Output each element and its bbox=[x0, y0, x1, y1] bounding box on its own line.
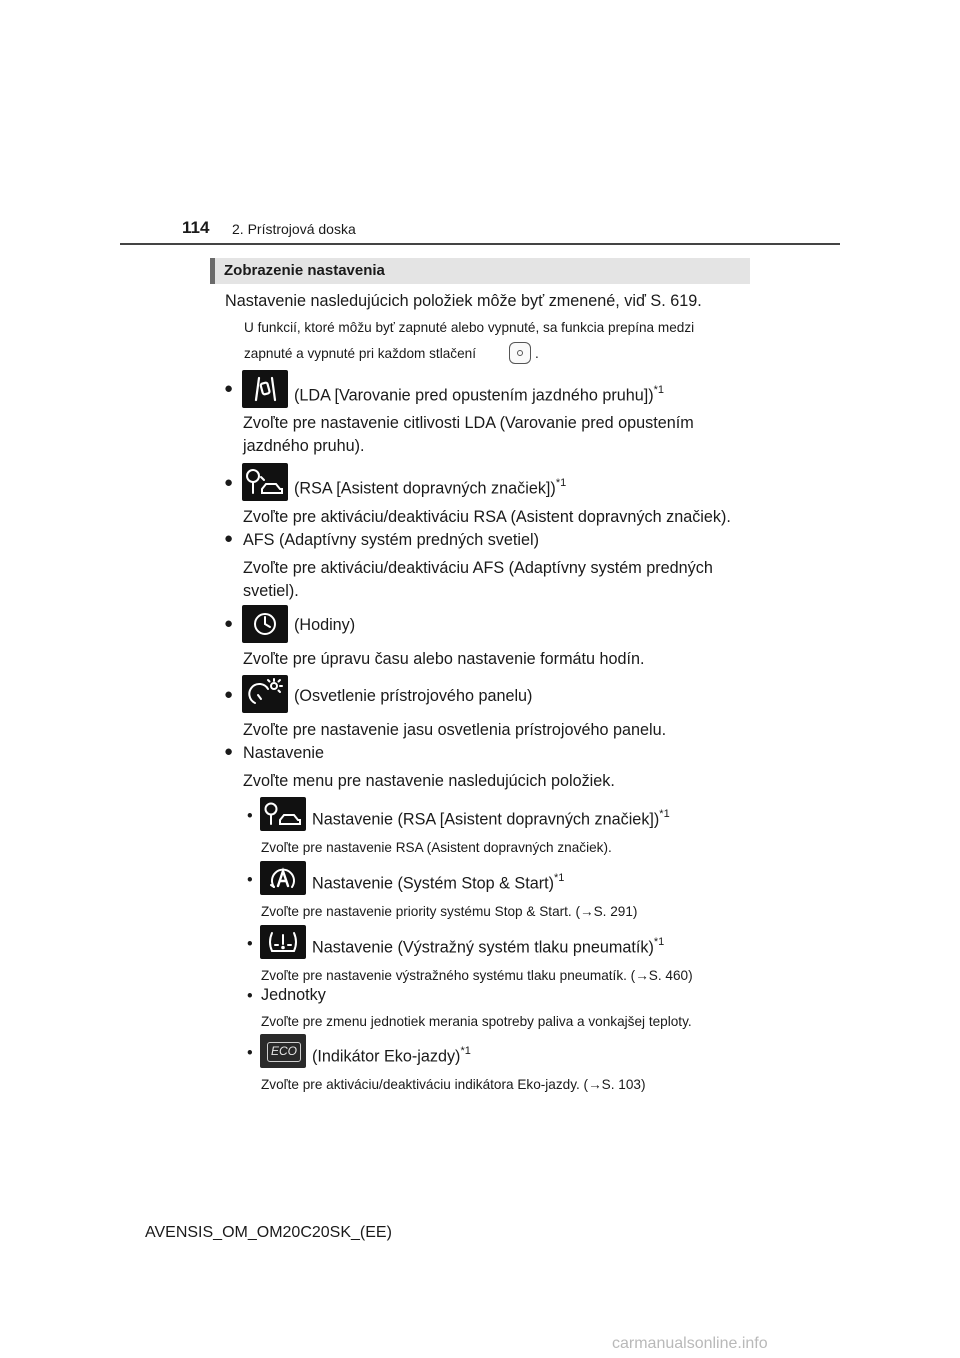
item-label-clock: (Hodiny) bbox=[294, 616, 356, 634]
item-desc-lda-line1: Zvoľte pre nastavenie citlivosti LDA (Varovanie pred opustením bbox=[243, 414, 694, 432]
bullet-marker: ● bbox=[224, 530, 234, 547]
panel-light-icon bbox=[242, 675, 288, 713]
bullet-marker: ● bbox=[224, 474, 234, 491]
item-label-afs: AFS (Adaptívny systém predných svetiel) bbox=[243, 531, 539, 549]
section-banner-accent bbox=[210, 258, 215, 284]
dial-button-icon bbox=[509, 342, 531, 364]
bullet-marker: ● bbox=[224, 686, 234, 703]
lane-departure-icon bbox=[242, 370, 288, 408]
sub-desc-eco: Zvoľte pre aktiváciu/deaktiváciu indikátora Eko-jazdy. (→S. 103) bbox=[261, 1077, 646, 1092]
item-desc-clock: Zvoľte pre úpravu času alebo nastavenie formátu hodín. bbox=[243, 650, 645, 668]
item-desc-lda-line2: jazdného pruhu). bbox=[243, 437, 365, 455]
sub-bullet: • bbox=[247, 935, 253, 953]
chapter-title: 2. Prístrojová doska bbox=[232, 221, 356, 237]
sub-bullet: • bbox=[247, 987, 253, 1005]
clock-icon bbox=[242, 605, 288, 643]
item-label-rsa: (RSA [Asistent dopravných značiek])$^{*1}$ bbox=[294, 477, 567, 498]
bullet-marker: ● bbox=[224, 743, 234, 760]
sub-label-units: Jednotky bbox=[261, 986, 326, 1004]
intro-note-end: . bbox=[535, 346, 539, 361]
intro-note-line1: U funkcií, ktoré môžu byť zapnuté alebo vypnuté, sa funkcia prepína medzi bbox=[244, 320, 695, 335]
item-desc-rsa: Zvoľte pre aktiváciu/deaktiváciu RSA (Asistent dopravných značiek). bbox=[243, 508, 731, 526]
road-sign-assist-icon bbox=[242, 463, 288, 501]
tire-pressure-icon bbox=[260, 925, 306, 959]
page-number: 114 bbox=[182, 218, 210, 237]
eco-icon bbox=[260, 1034, 306, 1068]
item-desc-panel-light: Zvoľte pre nastavenie jasu osvetlenia prístrojového panelu. bbox=[243, 721, 667, 739]
sub-bullet: • bbox=[247, 871, 253, 889]
sub-label-tire-pressure: Nastavenie (Výstražný systém tlaku pneumatík)$^{*1}$ bbox=[312, 936, 665, 957]
item-label-panel-light: (Osvetlenie prístrojového panelu) bbox=[294, 687, 533, 705]
section-title: Zobrazenie nastavenia bbox=[224, 262, 385, 279]
road-sign-assist-icon bbox=[260, 797, 306, 831]
sub-bullet: • bbox=[247, 807, 253, 825]
sub-desc-rsa: Zvoľte pre nastavenie RSA (Asistent dopravných značiek). bbox=[261, 840, 612, 855]
stop-start-icon bbox=[260, 861, 306, 895]
watermark: carmanualsonline.info bbox=[612, 1335, 768, 1352]
sub-bullet: • bbox=[247, 1044, 253, 1062]
intro-text: Nastavenie nasledujúcich položiek môže byť zmenené, viď S. 619. bbox=[225, 292, 702, 310]
intro-note-line2: zapnuté a vypnuté pri každom stlačení bbox=[244, 346, 476, 361]
eco-icon-text: ECO bbox=[270, 1044, 297, 1058]
sub-desc-units: Zvoľte pre zmenu jednotiek merania spotreby paliva a vonkajšej teploty. bbox=[261, 1014, 692, 1029]
header-rule bbox=[120, 243, 840, 245]
sub-desc-tire-pressure: Zvoľte pre nastavenie výstražného systému tlaku pneumatík. (→S. 460) bbox=[261, 968, 693, 983]
sub-desc-stop-start: Zvoľte pre nastavenie priority systému Stop & Start. (→S. 291) bbox=[261, 904, 638, 919]
document-code: AVENSIS_OM_OM20C20SK_(EE) bbox=[145, 1224, 392, 1241]
bullet-marker: ● bbox=[224, 380, 234, 397]
item-desc-afs-line1: Zvoľte pre aktiváciu/deaktiváciu AFS (Adaptívny systém predných bbox=[243, 559, 713, 577]
item-label-lda: (LDA [Varovanie pred opustením jazdného pruhu])$^{*1}$ bbox=[294, 384, 665, 405]
item-desc-afs-line2: svetiel). bbox=[243, 582, 299, 600]
bullet-marker: ● bbox=[224, 615, 234, 632]
sub-label-eco: (Indikátor Eko-jazdy)$^{*1}$ bbox=[312, 1045, 471, 1066]
sub-label-rsa: Nastavenie (RSA [Asistent dopravných značiek])$^{*1}$ bbox=[312, 808, 670, 829]
dial-center-dot bbox=[517, 350, 523, 356]
sub-label-stop-start: Nastavenie (Systém Stop & Start)$^{*1}$ bbox=[312, 872, 565, 893]
item-label-settings: Nastavenie bbox=[243, 744, 324, 762]
item-desc-settings: Zvoľte menu pre nastavenie nasledujúcich položiek. bbox=[243, 772, 615, 790]
